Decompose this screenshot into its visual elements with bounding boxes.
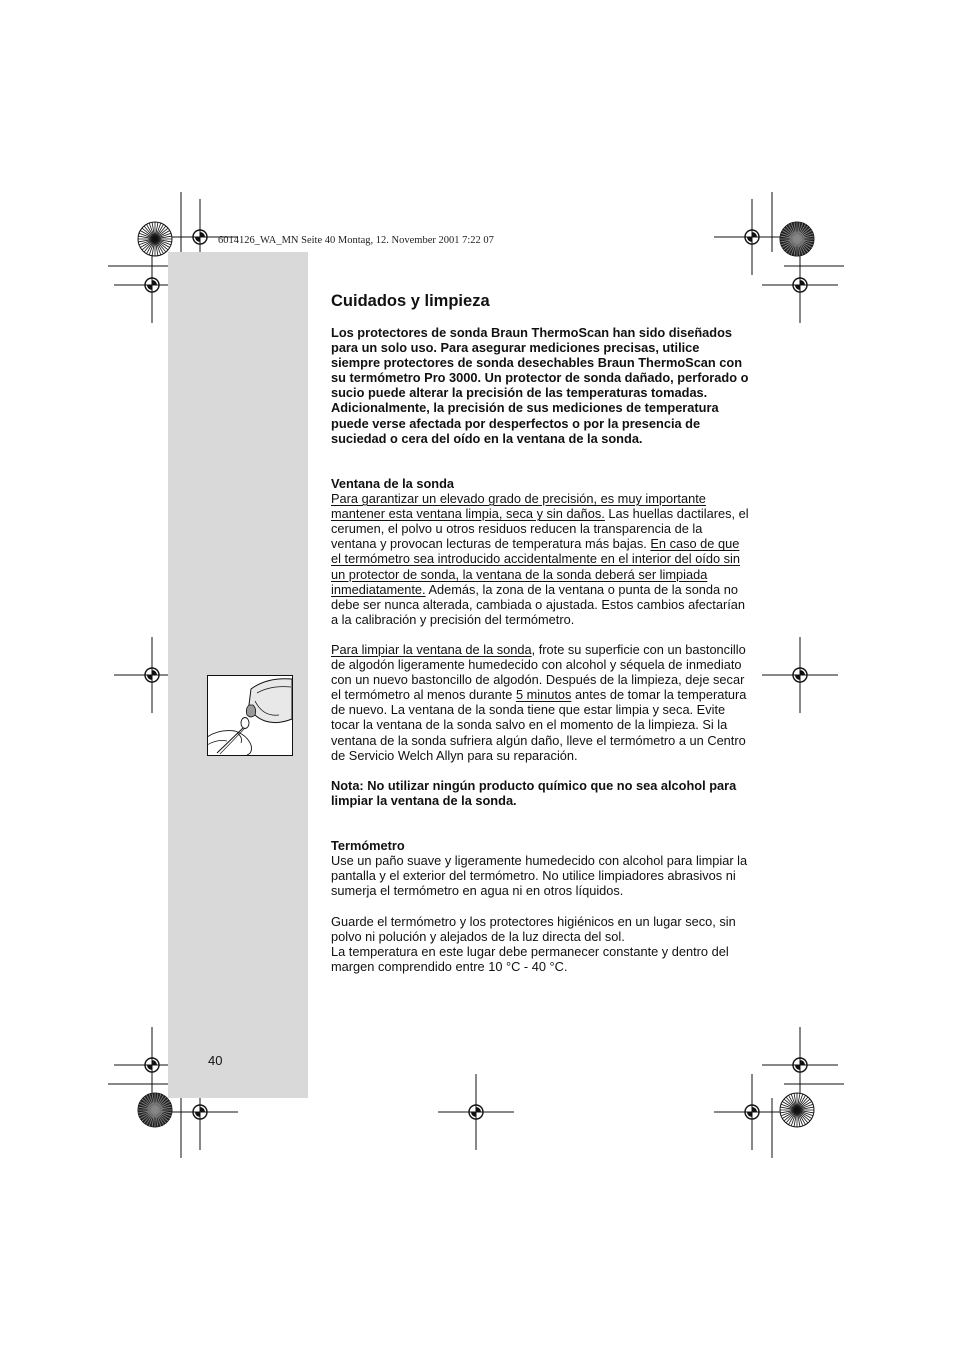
registration-quadrant bbox=[800, 280, 805, 285]
thermometer-paragraph-1: Use un paño suave y ligeramente humedecido con alcohol para limpiar la pantalla y el exterior del termómetro. No utilice limpiadores abrasivos ni sumerja el termómetro en agua ni en otros líquidos. bbox=[331, 853, 748, 899]
registration-quadrant bbox=[752, 232, 757, 237]
page-number: 40 bbox=[208, 1053, 223, 1068]
registration-quadrant bbox=[800, 670, 805, 675]
registration-quadrant bbox=[795, 285, 800, 290]
registration-quadrant bbox=[147, 285, 152, 290]
note-paragraph: Nota: No utilizar ningún producto químico que no sea alcohol para limpiar la ventana de la sonda. bbox=[331, 777, 737, 808]
registration-quadrant bbox=[795, 675, 800, 680]
registration-quadrant bbox=[200, 232, 205, 237]
registration-quadrant bbox=[747, 237, 752, 242]
main-content bbox=[331, 291, 751, 974]
print-slug-header: 6014126_WA_MN Seite 40 Montag, 12. November 2001 7:22 07 bbox=[218, 235, 494, 246]
body-text: Además, la zona de la ventana o punta de la sonda no debe ser nunca alterada, cambiada o ajustada. Estos cambios afectarían a la calibración y precisión del termómetro. bbox=[331, 581, 746, 627]
thermometer-paragraph-3: La temperatura en este lugar debe permanecer constante y dentro del margen comprendido entre 10 °C - 40 °C. bbox=[331, 943, 729, 974]
registration-quadrant bbox=[800, 1060, 805, 1065]
registration-quadrant bbox=[152, 280, 157, 285]
window-paragraph-1 bbox=[331, 491, 751, 627]
intro-paragraph: Los protectores de sonda Braun ThermoScan han sido diseñados para un solo uso. Para asegurar mediciones precisas, utilice siempre protectores de sonda desechables Braun ThermoScan con su termómetro Pro 3000. Un protector de sonda dañado, perforado o sucio puede alterar la precisión de las temperaturas tomadas. Adicionalmente, la precisión de sus mediciones de temperatura puede verse afectada por desperfectos o por la presencia de suciedad o cera del oído en la ventana de la sonda. bbox=[331, 325, 749, 446]
probe-cleaning-illustration bbox=[207, 675, 293, 756]
registration-quadrant bbox=[747, 1112, 752, 1117]
registration-quadrant bbox=[147, 1065, 152, 1070]
thermometer-paragraph-2: Guarde el termómetro y los protectores higiénicos en un lugar seco, sin polvo ni polución y alejados de la luz directa del sol. bbox=[331, 913, 736, 944]
body-text: antes de tomar la temperatura de nuevo. La ventana de la sonda tiene que estar limpia y seca. Evite tocar la ventana de la sonda salvo en el momento de la limpieza. Si la ventana de la sonda sufriera algún daño, lleve el termómetro a un Centro de Servicio Welch Allyn para su reparación. bbox=[331, 687, 747, 763]
registration-quadrant bbox=[152, 670, 157, 675]
registration-quadrant bbox=[195, 1112, 200, 1117]
cotton-swab-cleaning-probe-icon bbox=[207, 675, 293, 756]
window-paragraph-2 bbox=[331, 642, 751, 763]
section-heading-thermometer: Termómetro bbox=[331, 838, 405, 854]
registration-quadrant bbox=[476, 1107, 481, 1112]
underlined-text: En caso de que el termómetro sea introducido accidentalmente en el interior del oído sin un protector de sonda, la ventana de la sonda deberá ser limpiada inmediatamente. bbox=[331, 536, 741, 597]
registration-quadrant bbox=[195, 237, 200, 242]
section-heading-window: Ventana de la sonda bbox=[331, 475, 455, 491]
underlined-text: Para limpiar la ventana de la sonda bbox=[331, 641, 532, 657]
page-title: Cuidados y limpieza bbox=[331, 292, 490, 310]
registration-quadrant bbox=[795, 1065, 800, 1070]
registration-quadrant bbox=[471, 1112, 476, 1117]
body-text: Las huellas dactilares, el cerumen, el polvo u otros residuos reducen la transparencia de la ventana y provocan lecturas de temperatura más bajas. bbox=[331, 506, 749, 552]
registration-quadrant bbox=[152, 1060, 157, 1065]
body-text: , frote su superficie con un bastoncillo de algodón ligeramente humedecido con alcohol y séquela de inmediato con un nuevo bastoncillo de algodón. Después de la limpieza, deje secar el termómetro al menos durante bbox=[331, 641, 746, 703]
registration-quadrant bbox=[752, 1107, 757, 1112]
underlined-text: Para garantizar un elevado grado de precisión, es muy importante mantener esta ventana limpia, seca y sin daños. bbox=[331, 491, 706, 522]
registration-quadrant bbox=[147, 675, 152, 680]
underlined-text: 5 minutos bbox=[515, 687, 572, 703]
registration-quadrant bbox=[200, 1107, 205, 1112]
